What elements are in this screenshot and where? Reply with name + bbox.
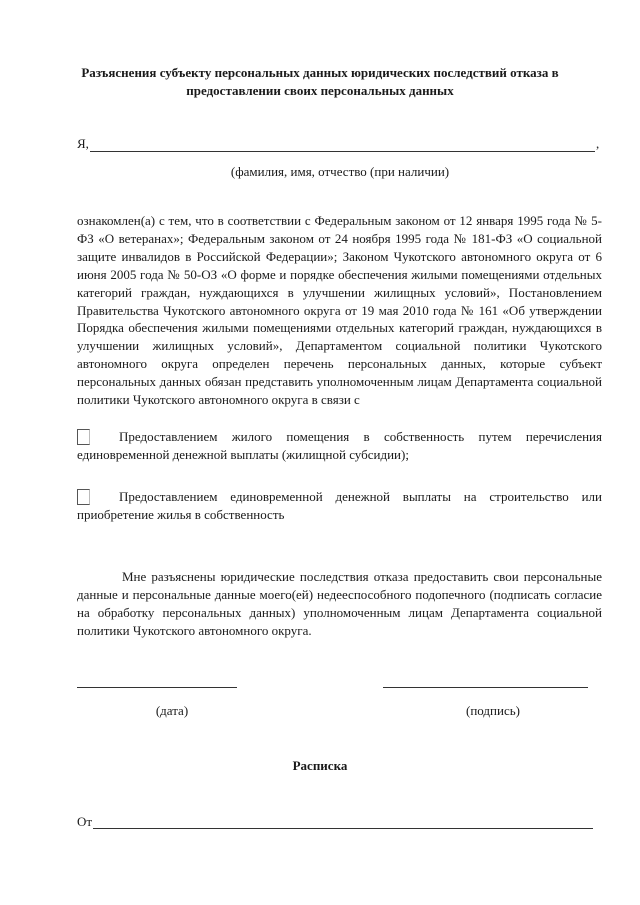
full-name-hint: (фамилия, имя, отчество (при наличии) bbox=[230, 164, 450, 179]
option-housing-subsidy-checkbox[interactable] bbox=[77, 429, 90, 445]
consequences-paragraph: Мне разъяснены юридические последствия отказа предоставить свои персональные данные и персональные данные моего(ей) недееспособного подопечного (подписать согласие на обработку персональных данных) уполномоченным лицам Департамента социальной политики Чукотского автономного округа. bbox=[77, 569, 602, 638]
declaration-prefix: Я, bbox=[77, 136, 89, 151]
option-housing-subsidy-label: Предоставлением жилого помещения в собственность путем перечисления единовременной денежной выплаты (жилищной субсидии); bbox=[77, 429, 602, 462]
option-construction-payment-checkbox[interactable] bbox=[77, 489, 90, 505]
body-paragraph: ознакомлен(а) с тем, что в соответствии с Федеральным законом от 12 января 1995 года № 5-ФЗ «О ветеранах»; Федеральным законом от 24 ноября 1995 года № 181-ФЗ «О социальной защите инвалидов в Российской Федерации»; Законом Чукотского автономного округа от 6 июня 2005 года № 50-ОЗ «О форме и порядке обеспечения жилыми помещениями отдельных категорий граждан, нуждающихся в улучшении жилищных условий», Постановлением Правительства Чукотского автономного округа от 19 мая 2010 года № 161 «Об утверждении Порядка обеспечения жилыми помещениями отдельных категорий граждан, нуждающихся в улучшении жилищных условий», Департаментом социальной политики Чукотского автономного округа определен перечень персональных данных, которые субъект персональных данных обязан представить уполномоченным лицам Департамента социальной политики Чукотского автономного округа в связи с bbox=[77, 213, 602, 408]
receipt-from-field[interactable] bbox=[93, 828, 593, 829]
option-housing-subsidy[interactable] bbox=[77, 428, 602, 464]
document-title: Разъяснения субъекту персональных данных юридических последствий отказа в предоставлении своих персональных данных bbox=[81, 65, 559, 98]
signature-label: (подпись) bbox=[466, 703, 520, 718]
option-construction-payment-label: Предоставлением единовременной денежной выплаты на строительство или приобретение жилья в собственность bbox=[77, 489, 602, 522]
receipt-heading: Расписка bbox=[292, 758, 348, 773]
signature-field[interactable] bbox=[383, 687, 588, 688]
receipt-from-label: От bbox=[77, 814, 93, 829]
date-label: (дата) bbox=[155, 703, 189, 718]
option-construction-payment[interactable] bbox=[77, 488, 602, 524]
date-field[interactable] bbox=[77, 687, 237, 688]
full-name-field[interactable] bbox=[90, 151, 595, 152]
declaration-suffix: , bbox=[596, 136, 600, 151]
